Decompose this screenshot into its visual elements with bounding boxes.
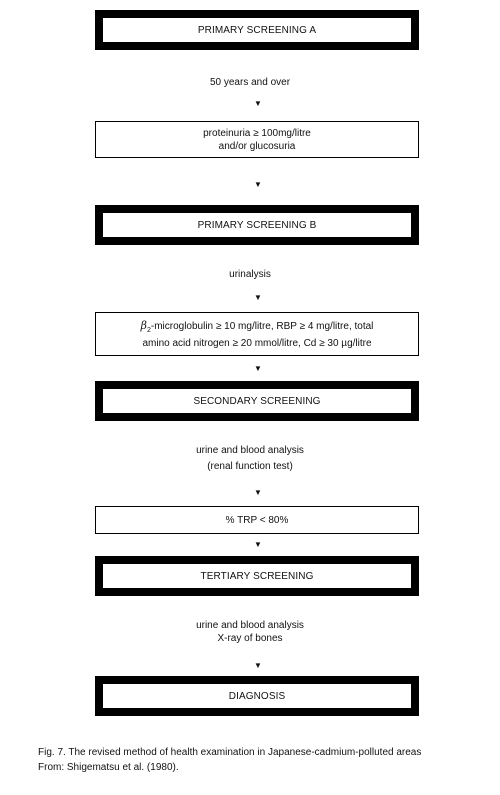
microglobulin-criterion-box (95, 312, 419, 356)
primary-screening-a-box (95, 10, 419, 50)
diagnosis-label: DIAGNOSIS (228, 690, 286, 702)
figure-caption-line1: Fig. 7. The revised method of health examination in Japanese-cadmium-polluted areas (38, 747, 422, 758)
beta-subscript: 2 (146, 326, 151, 334)
tertiary-screening-label: TERTIARY SCREENING (200, 570, 314, 582)
microglobulin-criterion-text: -microglobulin ≥ 10 mg/litre, RBP ≥ 4 mg/litre, total (150, 320, 374, 332)
beta-symbol: β (140, 318, 147, 332)
trp-criterion-box (95, 506, 419, 534)
figure-caption-line2: From: Shigematsu et al. (1980). (38, 762, 179, 773)
trp-criterion-text: % TRP < 80% (225, 514, 289, 526)
age-criterion-label: 50 years and over (209, 77, 291, 88)
urine-blood-analysis-2-label: urine and blood analysis (196, 620, 304, 631)
secondary-screening-box (95, 381, 419, 421)
renal-function-label: (renal function test) (207, 461, 293, 472)
down-arrow-icon: ▼ (254, 99, 262, 108)
down-arrow-icon: ▼ (254, 661, 262, 670)
down-arrow-icon: ▼ (254, 293, 262, 302)
tertiary-screening-box (95, 556, 419, 596)
primary-screening-a-label: PRIMARY SCREENING A (197, 24, 317, 36)
microglobulin-criterion-line2: amino acid nitrogen ≥ 20 mmol/litre, Cd ≥ 30 µg/litre (142, 337, 372, 349)
down-arrow-icon: ▼ (254, 540, 262, 549)
urine-blood-analysis-label: urine and blood analysis (196, 445, 304, 456)
primary-screening-b-label: PRIMARY SCREENING B (197, 219, 317, 231)
down-arrow-icon: ▼ (254, 488, 262, 497)
proteinuria-criterion-line2: and/or glucosuria (218, 140, 296, 152)
primary-screening-b-box (95, 205, 419, 245)
down-arrow-icon: ▼ (254, 180, 262, 189)
diagnosis-box (95, 676, 419, 716)
microglobulin-criterion-line1 (141, 319, 374, 337)
secondary-screening-label: SECONDARY SCREENING (193, 395, 321, 407)
urinalysis-label: urinalysis (229, 269, 271, 280)
proteinuria-criterion-line1: proteinuria ≥ 100mg/litre (203, 127, 311, 139)
xray-bones-label: X-ray of bones (217, 633, 283, 644)
proteinuria-criterion-box (95, 121, 419, 158)
down-arrow-icon: ▼ (254, 364, 262, 373)
